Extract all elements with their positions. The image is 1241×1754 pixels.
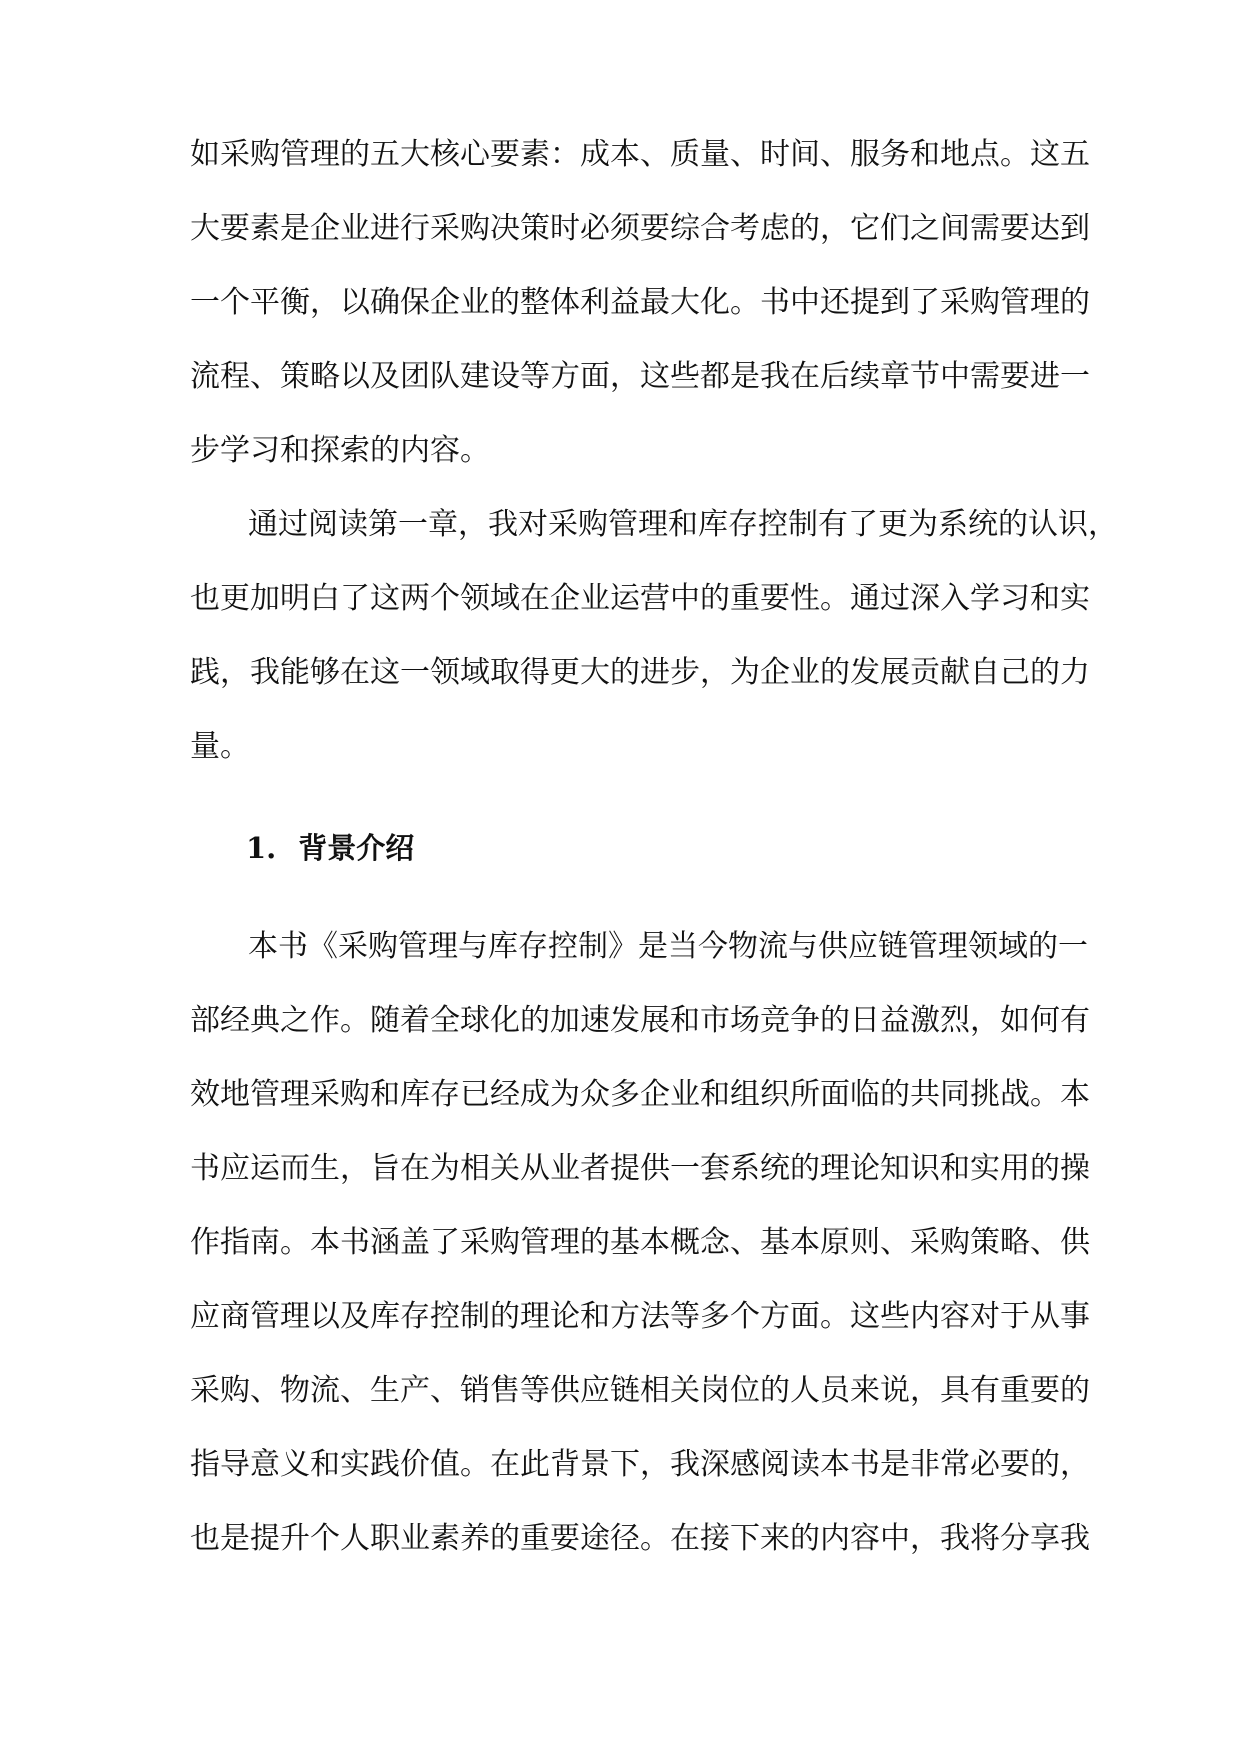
paragraph-3-line-1: 本书《采购管理与库存控制》是当今物流与供应链管理领域的一 [248,929,1088,964]
paragraph-3-line-2: 部经典之作。随着全球化的加速发展和市场竞争的日益激烈，如何有 [190,1003,1090,1038]
section-number: 1. [246,831,277,865]
paragraph-3-line-6: 应商管理以及库存控制的理论和方法等多个方面。这些内容对于从事 [190,1299,1090,1334]
paragraph-3-line-3: 效地管理采购和库存已经成为众多企业和组织所面临的共同挑战。本 [190,1077,1090,1112]
paragraph-3-line-4: 书应运而生，旨在为相关从业者提供一套系统的理论知识和实用的操 [190,1151,1090,1186]
paragraph-3-line-7: 采购、物流、生产、销售等供应链相关岗位的人员来说，具有重要的 [190,1373,1090,1408]
paragraph-1-line-5: 步学习和探索的内容。 [190,433,490,468]
paragraph-3-line-9: 也是提升个人职业素养的重要途径。在接下来的内容中，我将分享我 [190,1521,1090,1556]
paragraph-3-line-8: 指导意义和实践价值。在此背景下，我深感阅读本书是非常必要的， [190,1447,1090,1482]
paragraph-1-line-4: 流程、策略以及团队建设等方面，这些都是我在后续章节中需要进一 [190,359,1090,394]
section-heading [246,830,414,866]
paragraph-2-line-4: 量。 [190,729,250,764]
paragraph-2-line-3: 践，我能够在这一领域取得更大的进步，为企业的发展贡献自己的力 [190,655,1090,690]
paragraph-2-line-1: 通过阅读第一章，我对采购管理和库存控制有了更为系统的认识， [248,507,1118,542]
paragraph-3-line-5: 作指南。本书涵盖了采购管理的基本概念、基本原则、采购策略、供 [190,1225,1090,1260]
paragraph-1-line-2: 大要素是企业进行采购决策时必须要综合考虑的，它们之间需要达到 [190,211,1090,246]
paragraph-1-line-1: 如采购管理的五大核心要素：成本、质量、时间、服务和地点。这五 [190,137,1090,172]
section-title: 背景介绍 [298,831,415,865]
paragraph-2-line-2: 也更加明白了这两个领域在企业运营中的重要性。通过深入学习和实 [190,581,1090,616]
paragraph-1-line-3: 一个平衡，以确保企业的整体利益最大化。书中还提到了采购管理的 [190,285,1090,320]
